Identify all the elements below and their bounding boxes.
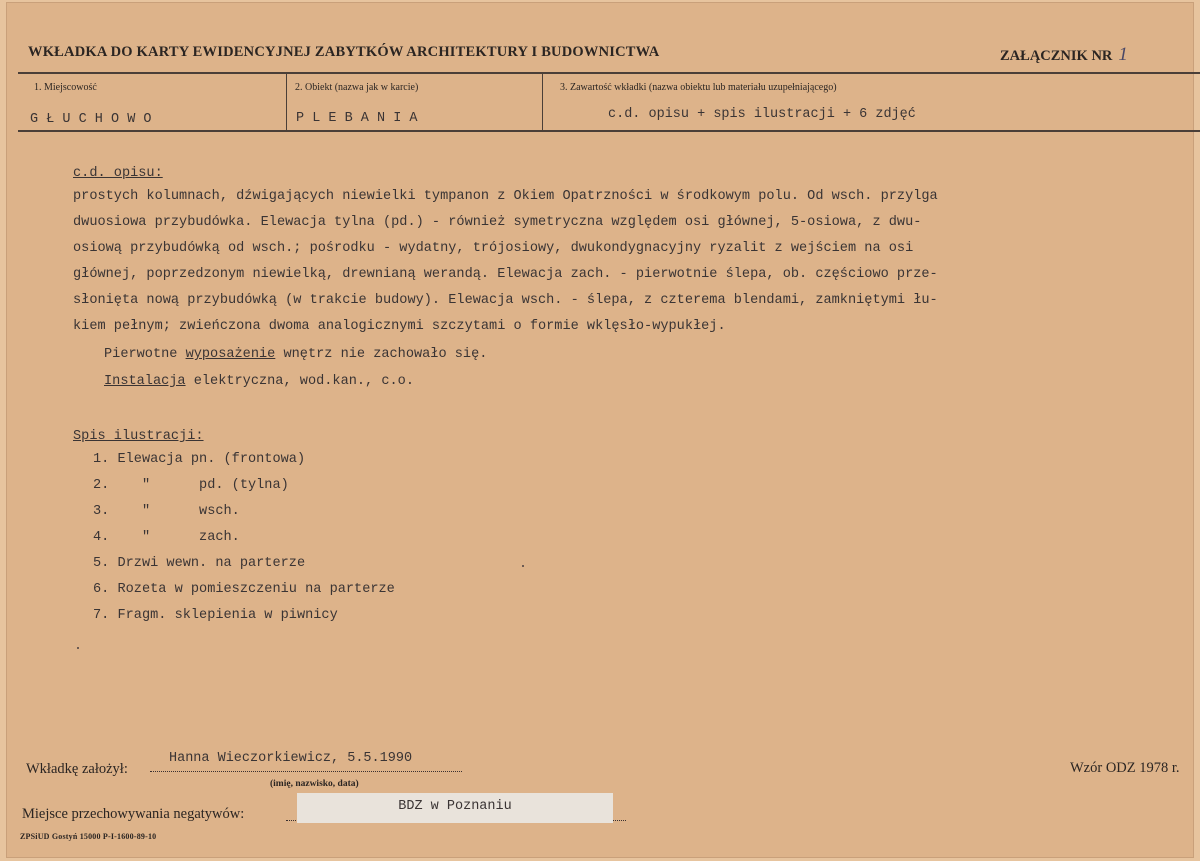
- fields-rule: [18, 130, 1200, 132]
- illustration-item: 1. Elewacja pn. (frontowa): [93, 452, 306, 467]
- illustration-item: 5. Drzwi wewn. na parterze: [93, 556, 306, 571]
- founder-line: [150, 771, 462, 772]
- field-locality-label: 1. Miejscowość: [34, 82, 97, 93]
- installation-suffix: elektryczna, wod.kan., c.o.: [185, 374, 414, 389]
- field-object-label: 2. Obiekt (nazwa jak w karcie): [295, 82, 419, 93]
- founder-value: Hanna Wieczorkiewicz, 5.5.1990: [169, 751, 413, 766]
- equipment-suffix: wnętrz nie zachowało się.: [275, 347, 488, 362]
- field-object-value: P L E B A N I A: [296, 111, 418, 126]
- storage-value: BDZ w Poznaniu: [398, 799, 512, 814]
- illustration-item: 3. " wsch.: [93, 504, 240, 519]
- printer-imprint: ZPSiUD Gostyń 15000 P-I-1600-89-10: [20, 832, 157, 841]
- illustration-item: 4. " zach.: [93, 530, 240, 545]
- description-heading: c.d. opisu:: [73, 166, 163, 181]
- description-line: głównej, poprzedzonym niewielką, drewnianą werandą. Elewacja zach. - pierwotnie ślepa, ob. częściowo prze-: [73, 267, 938, 282]
- header-rule: [18, 72, 1200, 74]
- equipment-prefix: Pierwotne: [104, 347, 186, 362]
- template-label: Wzór ODZ 1978 r.: [1070, 760, 1180, 776]
- form-title: WKŁADKA DO KARTY EWIDENCYJNEJ ZABYTKÓW ARCHITEKTURY I BUDOWNICTWA: [28, 44, 660, 60]
- field-content-label: 3. Zawartość wkładki (nazwa obiektu lub materiału uzupełniającego): [560, 82, 837, 93]
- illustration-item: 2. " pd. (tylna): [93, 478, 289, 493]
- equipment-line: [104, 342, 487, 368]
- storage-label: Miejsce przechowywania negatywów:: [22, 806, 245, 822]
- description-line: słonięta nową przybudówką (w trakcie budowy). Elewacja wsch. - ślepa, z czterema blendami, zamkniętymi łu-: [73, 293, 938, 308]
- installation-keyword: Instalacja: [104, 374, 186, 389]
- founder-label: Wkładkę założył:: [26, 761, 128, 777]
- installation-line: [104, 369, 414, 395]
- stray-mark: [77, 647, 79, 649]
- illustration-item: 7. Fragm. sklepienia w piwnicy: [93, 608, 338, 623]
- storage-stamp: [297, 793, 613, 823]
- stray-mark: [522, 565, 524, 567]
- illustration-item: 6. Rozeta w pomieszczeniu na parterze: [93, 582, 395, 597]
- description-line: prostych kolumnach, dźwigających niewielki tympanon z Okiem Opatrzności w środkowym polu. Od wsch. przylga: [73, 189, 938, 204]
- illustrations-heading: Spis ilustracji:: [73, 429, 204, 444]
- annex-label-text: ZAŁĄCZNIK NR: [1000, 48, 1113, 64]
- field-divider-1: [286, 73, 287, 130]
- description-line: dwuosiowa przybudówka. Elewacja tylna (pd.) - również symetryczna względem osi głównej, 5-osiowa, z dwu-: [73, 215, 922, 230]
- founder-caption: (imię, nazwisko, data): [270, 779, 359, 789]
- annex-number: 1: [1118, 44, 1128, 65]
- annex-label: [1000, 44, 1128, 66]
- field-locality-value: G Ł U C H O W O: [30, 112, 152, 127]
- equipment-keyword: wyposażenie: [185, 347, 276, 362]
- description-line: osiową przybudówką od wsch.; pośrodku - wydatny, trójosiowy, dwukondygnacyjny ryzalit z wejściem na osi: [73, 241, 914, 256]
- field-divider-2: [542, 73, 543, 130]
- description-line: kiem pełnym; zwieńczona dwoma analogicznymi szczytami o formie wklęsło-wypukłej.: [73, 319, 726, 334]
- field-content-value: c.d. opisu + spis ilustracji + 6 zdjęć: [608, 107, 916, 122]
